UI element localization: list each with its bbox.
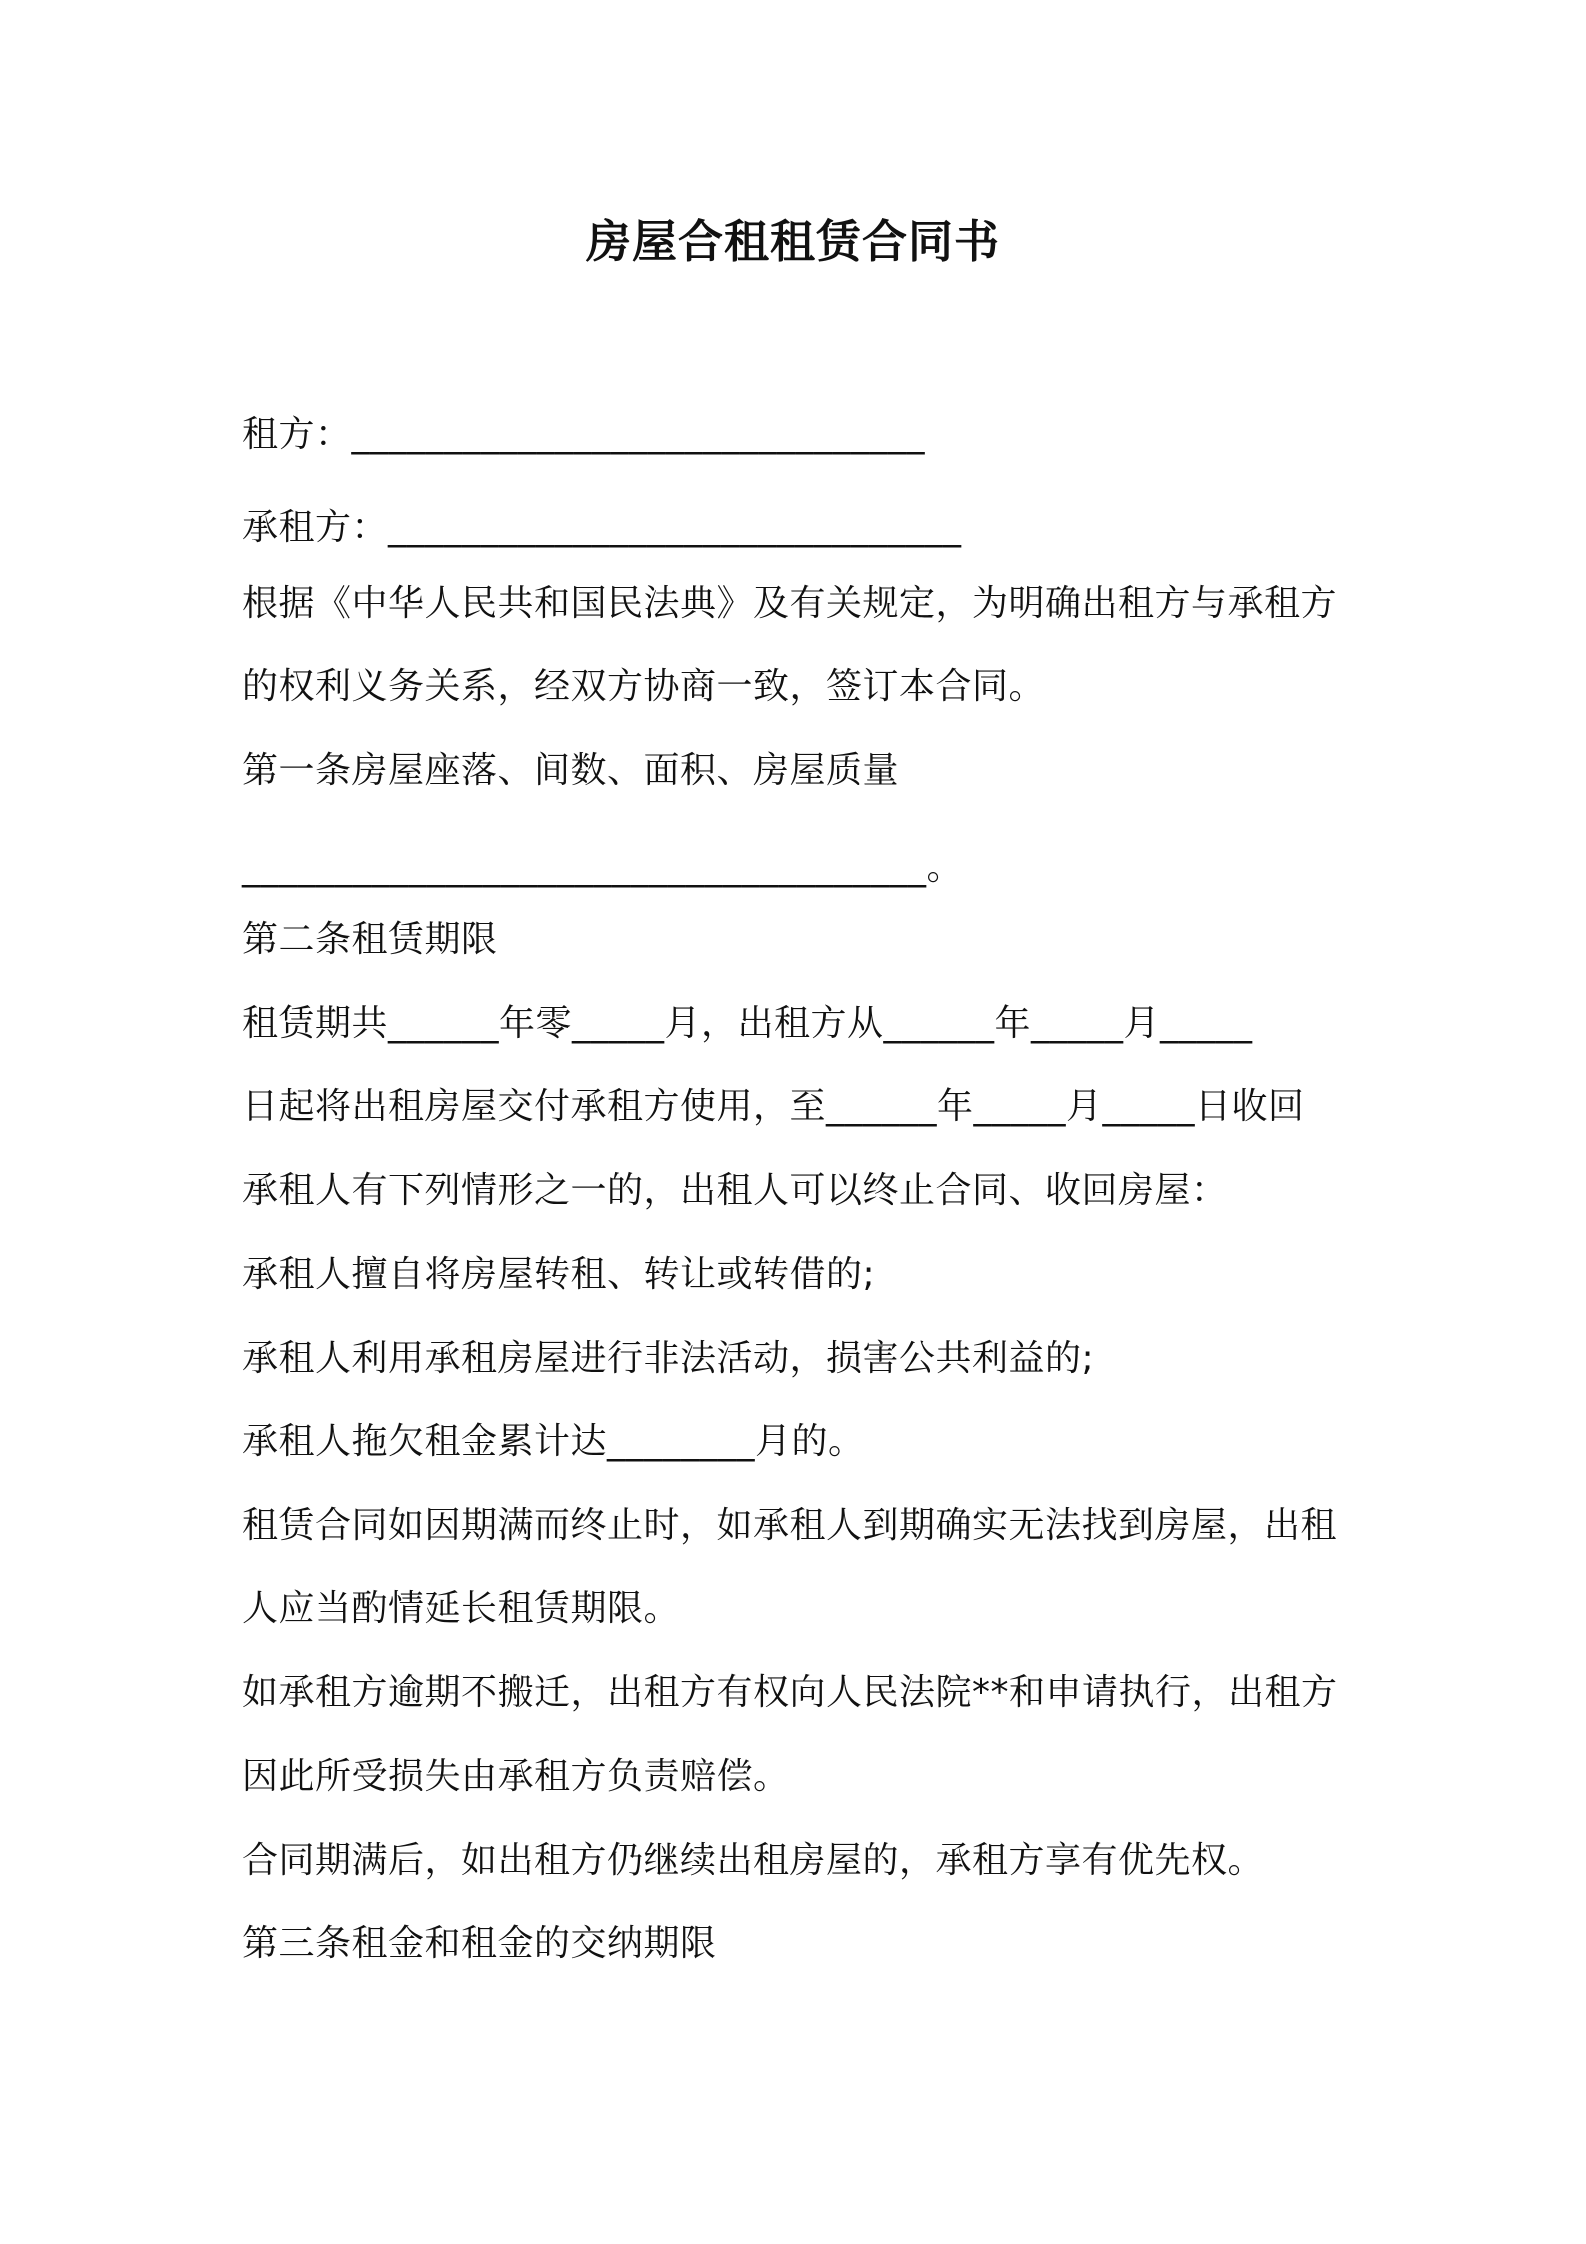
body-line: 承租人擅自将房屋转租、转让或转借的; [242,1254,876,1295]
body-line: 如承租方逾期不搬迁，出租方有权向人民法院**和申请执行，出租方 [242,1672,1338,1713]
body-line: 根据《中华人民共和国民法典》及有关规定，为明确出租方与承租方 [242,583,1338,624]
body-line: 承租人拖欠租金累计达________月的。 [242,1421,865,1462]
document-title: 房屋合租租赁合同书 [585,215,1000,268]
article-heading: 第一条房屋座落、间数、面积、房屋质量 [242,750,900,791]
body-line: 租赁期共______年零_____月，出租方从______年_____月_____ [242,1003,1253,1044]
article-heading: 第二条租赁期限 [242,919,498,960]
body-line: 因此所受损失由承租方负责赔偿。 [242,1756,790,1797]
body-line: _____________________________________。 [242,847,963,888]
body-line: 租赁合同如因期满而终止时，如承租人到期确实无法找到房屋，出租 [242,1505,1338,1546]
body-line: 承租人利用承租房屋进行非法活动，损害公共利益的; [242,1338,1095,1379]
body-line: 承租人有下列情形之一的，出租人可以终止合同、收回房屋： [242,1170,1228,1211]
body-line: 的权利义务关系，经双方协商一致，签订本合同。 [242,666,1046,707]
body-line: 合同期满后，如出租方仍继续出租房屋的，承租方享有优先权。 [242,1840,1265,1881]
body-line: 人应当酌情延长租赁期限。 [242,1588,681,1629]
lessee-line: 承租方：_______________________________ [242,507,962,548]
article-heading: 第三条租金和租金的交纳期限 [242,1923,717,1964]
lessor-line: 租方：_______________________________ [242,414,926,455]
body-line: 日起将出租房屋交付承租方使用，至______年_____月_____日收回 [242,1086,1305,1127]
